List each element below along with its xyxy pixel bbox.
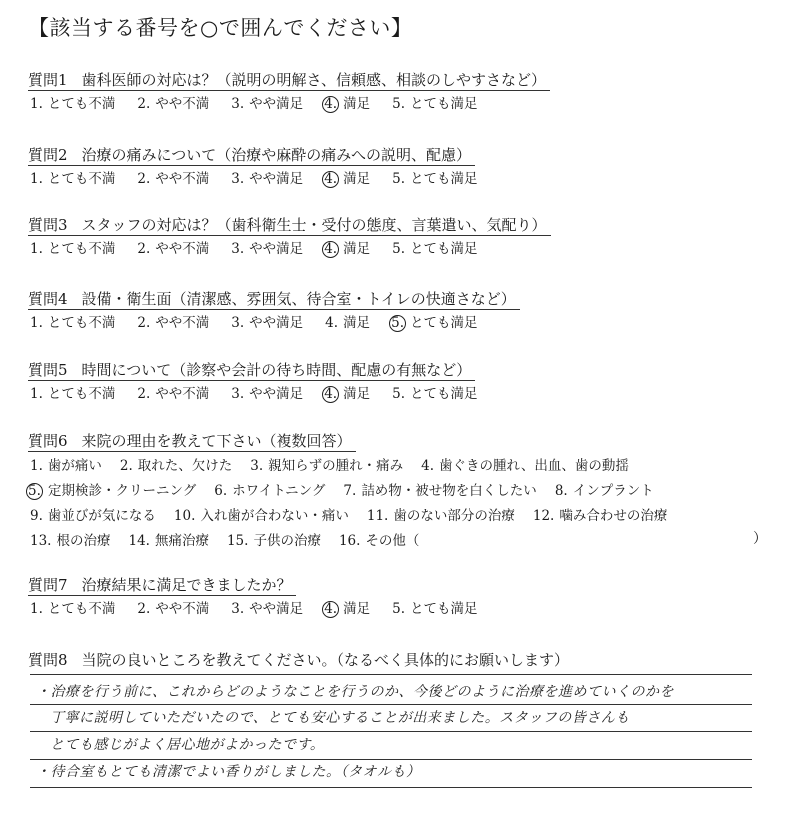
option-label: 満足	[343, 601, 371, 617]
option-number: 3.	[231, 96, 245, 112]
option-3[interactable]	[231, 169, 303, 189]
question-6	[28, 431, 685, 554]
other-paren-close: ）	[753, 531, 767, 547]
option-2[interactable]	[137, 313, 209, 333]
option-4-circled[interactable]	[325, 169, 370, 189]
question-6-reasons	[28, 454, 685, 554]
reason-5-circled[interactable]	[30, 483, 196, 499]
option-5[interactable]	[392, 239, 477, 259]
reason-9[interactable]	[30, 508, 156, 524]
option-number: 3.	[231, 601, 245, 617]
option-label: とても満足	[410, 171, 478, 187]
option-number: 2.	[137, 241, 151, 257]
question-2-options	[28, 169, 478, 189]
reason-number: 15.	[226, 533, 249, 549]
handwritten-answer-line-2: 丁寧に説明していただいたので、とても安心することが出来ました。スタッフの皆さんも	[50, 710, 630, 726]
reason-6[interactable]	[214, 483, 325, 499]
option-number: 5.	[389, 315, 406, 332]
option-label: やや満足	[249, 171, 304, 187]
option-label: とても満足	[410, 601, 478, 617]
answer-rule	[30, 674, 752, 675]
option-number: 4.	[322, 601, 339, 618]
reason-label: その他（	[365, 533, 420, 549]
handwritten-answer-line-1: ・治療を行う前に、これからどのようなことを行うのか、今後どのように治療を進めていくのかを	[36, 684, 674, 700]
option-label: やや満足	[249, 386, 304, 402]
reason-label: インプラント	[572, 483, 654, 499]
option-number: 5.	[392, 171, 406, 187]
option-label: やや不満	[155, 96, 210, 112]
form-heading: 【該当する番号を○で囲んでください】	[28, 16, 413, 40]
question-1-title: 質問1 歯科医師の対応は？（説明の明解さ、信頼感、相談のしやすさなど）	[28, 70, 550, 91]
option-label: やや満足	[249, 601, 304, 617]
option-label: とても不満	[47, 171, 116, 187]
option-number: 3.	[231, 241, 245, 257]
reason-number: 8.	[554, 483, 568, 499]
reason-label: 歯ぐきの腫れ、出血、歯の動揺	[439, 458, 629, 474]
answer-rule	[30, 787, 752, 788]
option-number: 2.	[137, 96, 151, 112]
reason-7[interactable]	[343, 483, 536, 499]
reason-label: 根の治療	[56, 533, 111, 549]
reason-11[interactable]	[367, 508, 515, 524]
answer-rule	[30, 759, 752, 760]
reason-label: 歯のない部分の治療	[393, 508, 515, 524]
option-1[interactable]	[30, 599, 115, 619]
reason-number: 2.	[119, 458, 133, 474]
reason-label: 子供の治療	[253, 533, 321, 549]
option-4-circled[interactable]	[325, 239, 370, 259]
option-number: 4.	[322, 96, 339, 113]
option-number: 2.	[137, 315, 151, 331]
option-number: 3.	[231, 171, 245, 187]
reason-number: 7.	[343, 483, 357, 499]
option-number: 4.	[322, 386, 339, 403]
reason-label: 噛み合わせの治療	[559, 508, 668, 524]
option-number: 2.	[137, 601, 151, 617]
reason-number: 10.	[173, 508, 196, 524]
option-1[interactable]	[30, 169, 115, 189]
option-1[interactable]	[30, 239, 115, 259]
option-label: やや不満	[155, 315, 210, 331]
option-number: 3.	[231, 386, 245, 402]
option-label: やや不満	[155, 171, 210, 187]
option-5[interactable]	[392, 384, 477, 404]
reason-label: 無痛治療	[154, 533, 209, 549]
reason-label: 親知らずの腫れ・痛み	[268, 458, 404, 474]
option-number: 1.	[30, 386, 43, 402]
question-8-title: 質問8 当院の良いところを教えてください。（なるべく具体的にお願いします）	[28, 651, 570, 669]
reason-8[interactable]	[555, 483, 654, 499]
option-3[interactable]	[231, 384, 303, 404]
reason-3[interactable]	[250, 458, 403, 474]
reason-14[interactable]	[128, 533, 208, 549]
option-1[interactable]	[30, 313, 115, 333]
option-label: とても満足	[410, 386, 478, 402]
question-4-options	[28, 313, 520, 333]
question-3-options	[28, 239, 551, 259]
option-label: やや不満	[155, 601, 210, 617]
option-number: 1.	[30, 601, 43, 617]
question-3	[28, 215, 551, 259]
option-number: 5.	[392, 601, 406, 617]
option-3[interactable]	[231, 239, 303, 259]
option-5-circled[interactable]	[392, 313, 478, 333]
option-4-circled[interactable]	[325, 599, 370, 619]
reasons-row	[30, 529, 685, 554]
option-4-circled[interactable]	[325, 94, 370, 114]
option-label: とても不満	[47, 96, 116, 112]
option-4[interactable]	[325, 313, 370, 333]
reason-number: 9.	[30, 508, 43, 524]
option-label: とても満足	[410, 241, 478, 257]
option-2[interactable]	[137, 239, 209, 259]
option-1[interactable]	[30, 94, 115, 114]
reason-16[interactable]	[339, 533, 419, 549]
reason-label: 取れた、欠けた	[137, 458, 233, 474]
option-number: 4.	[322, 241, 339, 258]
option-number: 1.	[30, 171, 43, 187]
option-label: とても不満	[47, 241, 116, 257]
option-label: やや不満	[155, 386, 210, 402]
answer-rule	[30, 731, 752, 732]
option-1[interactable]	[30, 384, 115, 404]
reason-13[interactable]	[30, 533, 110, 549]
option-2[interactable]	[137, 94, 209, 114]
option-number: 1.	[30, 315, 43, 331]
option-label: 満足	[343, 171, 371, 187]
reason-label: 歯並びが気になる	[47, 508, 156, 524]
question-8	[28, 650, 573, 670]
option-label: やや満足	[249, 96, 304, 112]
option-number: 1.	[30, 241, 43, 257]
option-number: 4.	[325, 315, 339, 331]
option-number: 2.	[137, 171, 151, 187]
reason-number: 14.	[128, 533, 150, 549]
option-label: 満足	[343, 386, 371, 402]
reason-number: 11.	[366, 508, 389, 524]
question-5-options	[28, 384, 478, 404]
option-2[interactable]	[137, 384, 209, 404]
reason-number: 6.	[214, 483, 228, 499]
reason-number: 16.	[338, 533, 361, 549]
option-5[interactable]	[392, 599, 477, 619]
option-label: やや不満	[155, 241, 210, 257]
option-5[interactable]	[392, 94, 477, 114]
reason-number: 1.	[30, 458, 43, 474]
option-3[interactable]	[231, 94, 303, 114]
question-1	[28, 70, 550, 114]
option-number: 3.	[231, 315, 245, 331]
option-number: 5.	[392, 96, 406, 112]
handwritten-answer-line-4: ・待合室もとても清潔でよい香りがしました。（タオルも）	[36, 764, 421, 780]
question-3-title: 質問3 スタッフの対応は？（歯科衛生士・受付の態度、言葉遣い、気配り）	[28, 215, 551, 236]
reason-label: 入れ歯が合わない・痛い	[200, 508, 349, 524]
reason-label: ホワイトニング	[232, 483, 326, 499]
option-number: 5.	[392, 241, 406, 257]
option-number: 1.	[30, 96, 43, 112]
option-label: やや満足	[249, 315, 304, 331]
reasons-row	[30, 504, 685, 529]
question-5	[28, 360, 478, 404]
option-label: 満足	[343, 96, 371, 112]
reason-label: 定期検診・クリーニング	[48, 483, 197, 499]
option-number: 5.	[392, 386, 406, 402]
reason-12[interactable]	[533, 508, 667, 524]
question-2	[28, 145, 478, 189]
question-7	[28, 575, 478, 619]
option-number: 4.	[322, 171, 339, 188]
answer-rule	[30, 704, 752, 705]
question-6-title: 質問6 来院の理由を教えて下さい（複数回答）	[28, 431, 356, 452]
option-label: とても満足	[410, 315, 478, 331]
question-4-title: 質問4 設備・衛生面（清潔感、雰囲気、待合室・トイレの快適さなど）	[28, 289, 520, 310]
option-label: とても満足	[410, 96, 478, 112]
option-label: 満足	[343, 315, 371, 331]
option-label: とても不満	[47, 315, 116, 331]
question-7-options	[28, 599, 478, 619]
option-label: とても不満	[47, 386, 116, 402]
question-5-title: 質問5 時間について（診察や会計の待ち時間、配慮の有無など）	[28, 360, 475, 381]
reason-1[interactable]	[30, 458, 102, 474]
option-5[interactable]	[392, 169, 477, 189]
reason-4[interactable]	[421, 458, 629, 474]
option-2[interactable]	[137, 169, 209, 189]
option-4-circled[interactable]	[325, 384, 370, 404]
reason-10[interactable]	[174, 508, 349, 524]
reason-2[interactable]	[120, 458, 232, 474]
reason-15[interactable]	[227, 533, 321, 549]
reason-number: 5.	[26, 483, 43, 500]
option-label: やや満足	[249, 241, 304, 257]
handwritten-answer-line-3: とても感じがよく居心地がよかったです。	[50, 737, 325, 753]
reason-number: 3.	[250, 458, 264, 474]
question-7-title: 質問7 治療結果に満足できましたか？	[28, 575, 296, 596]
question-1-options	[28, 94, 550, 114]
option-3[interactable]	[231, 599, 303, 619]
reasons-row	[30, 454, 685, 479]
reasons-row	[30, 479, 685, 504]
reason-number: 4.	[421, 458, 435, 474]
option-label: 満足	[343, 241, 371, 257]
reason-number: 12.	[532, 508, 555, 524]
question-2-title: 質問2 治療の痛みについて（治療や麻酔の痛みへの説明、配慮）	[28, 145, 475, 166]
reason-number: 13.	[30, 533, 52, 549]
option-number: 2.	[137, 386, 151, 402]
reason-label: 詰め物・被せ物を白くしたい	[361, 483, 537, 499]
reason-label: 歯が痛い	[47, 458, 102, 474]
option-2[interactable]	[137, 599, 209, 619]
option-3[interactable]	[231, 313, 303, 333]
option-label: とても不満	[47, 601, 116, 617]
question-4	[28, 289, 520, 333]
